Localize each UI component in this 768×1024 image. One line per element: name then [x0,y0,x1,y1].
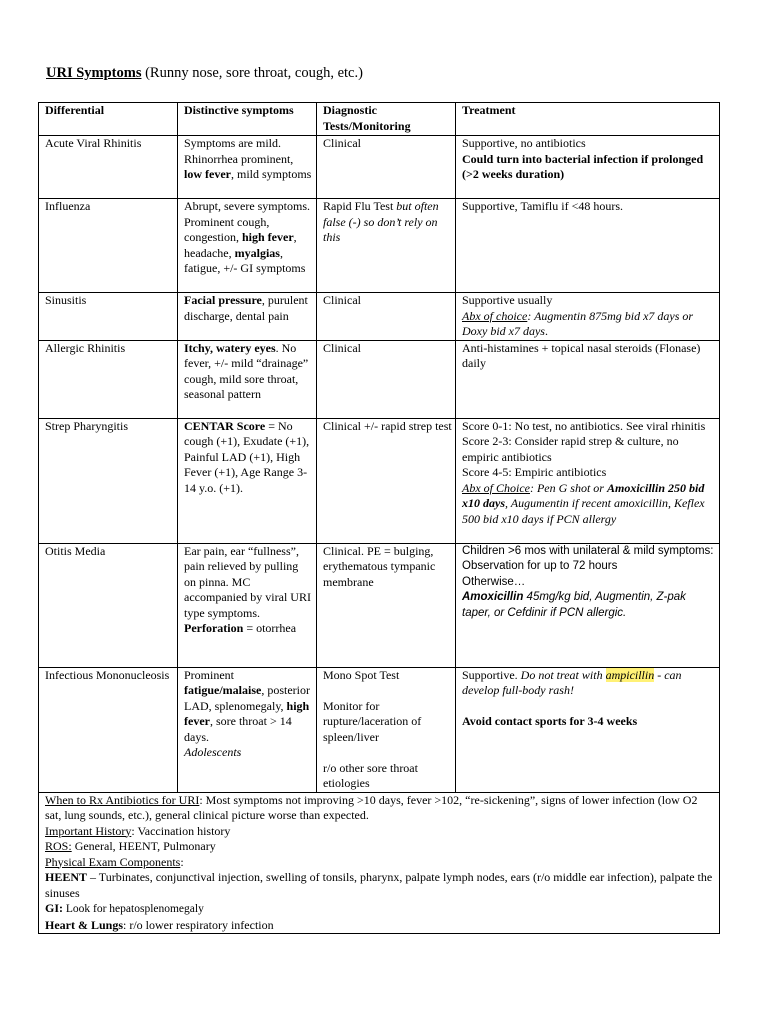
cell-symptoms [178,293,317,341]
header-diagnostic: Diagnostic Tests/Monitoring [317,103,456,136]
text-bold: high fever [184,698,310,728]
text: Prominent [184,667,234,682]
table-row [39,418,720,543]
header-symptoms: Distinctive symptoms [178,103,317,136]
text: , headache, [184,230,297,260]
cell-symptoms [178,418,317,543]
cell-differential: Sinusitis [39,293,178,341]
text-bold: Facial pressure [184,293,262,307]
table-row [39,136,720,199]
cell-treatment [456,293,720,341]
text-underline: Important History [45,823,132,838]
cell-symptoms [178,199,317,293]
text-bold: myalgias [234,245,280,260]
text-bold: Itchy, watery eyes [184,340,276,355]
footer-notes [39,792,720,934]
text-underline: ROS: [45,839,72,853]
text: Supportive, no antibiotics [462,136,586,150]
title-subtitle: (Runny nose, sore throat, cough, etc.) [141,65,363,81]
cell-diagnostic: Clinical [317,136,456,199]
text-bold: CENTAR Score [184,418,266,433]
cell-differential: Otitis Media [39,543,178,667]
text: Supportive usually [462,293,553,307]
header-differential: Differential [39,103,178,136]
cell-differential: Infectious Mononucleosis [39,667,178,792]
ros-note [45,839,716,855]
cell-treatment [456,543,720,667]
table-row [39,199,720,293]
cell-symptoms [178,667,317,792]
text: Otherwise… [462,575,526,588]
text: , purulent discharge, dental pain [184,293,308,323]
text-italic: 45mg/kg bid, Augmentin, Z-pak taper, or Cefdinir if PCN allergic. [462,591,686,619]
text: Supportive. [462,667,521,682]
text: Children >6 mos with unilateral & mild symptoms: Observation for up to 72 hours [462,544,714,572]
cell-differential: Acute Viral Rhinitis [39,136,178,199]
text-underline: Physical Exam Components [45,854,181,869]
text-italic: but often false (-) so don’t rely on this [323,199,439,244]
text-italic: Adolescents [184,745,242,759]
gi-note [45,901,716,918]
text: Look for hepatosplenomegaly [63,903,204,915]
text-italic: : Augmentin 875mg bid x7 days or Doxy bid x7 days [462,308,694,338]
text-underline: Abx of Choice [462,480,530,495]
table-row [39,340,720,418]
title-main: URI Symptoms [46,65,142,81]
history-note [45,824,716,840]
cell-differential: Allergic Rhinitis [39,340,178,418]
cell-differential: Influenza [39,199,178,293]
page-title [46,65,363,82]
text: Mono Spot Test [323,667,400,682]
heent-note [45,870,716,901]
cell-treatment [456,136,720,199]
table-row [39,293,720,341]
text: Ear pain, ear “fullness”, pain relieved by pulling on pinna. MC accompanied by viral URI type symptoms. [184,543,311,620]
cell-diagnostic: Clinical [317,340,456,418]
text-italic: , Augumentin if recent amoxicillin, Keflex 500 bid x10 days if PCN allergy [462,496,705,526]
table-row [39,543,720,667]
text-bold: Could turn into bacterial infection if prolonged (>2 weeks duration) [462,151,704,181]
text: : [180,854,184,869]
text-bold: HEENT [45,870,88,884]
text-bold: Amoxicillin [462,591,524,603]
text-italic: Do not treat with [520,667,606,682]
text-bold: Avoid contact sports for 3-4 weeks [462,714,638,728]
cell-treatment: Anti-histamines + topical nasal steroids (Flonase) daily [456,340,720,418]
text-italic: : Pen G shot or [529,480,607,495]
cell-symptoms [178,340,317,418]
text-underline: Abx of choice [462,308,528,323]
text-highlighted: ampicillin [605,667,655,682]
cell-diagnostic: Clinical [317,293,456,341]
text-bold: low fever [184,167,231,181]
text: Score 2-3: Consider rapid strep & culture, no empiric antibiotics [462,434,679,464]
text: Rapid Flu Test [323,199,397,213]
text: Abrupt, severe symptoms. Prominent cough, congestion, [184,199,310,244]
text: . No fever, +/- mild “drainage” cough, mild sore throat, seasonal pattern [184,340,309,401]
text: Score 4-5: Empiric antibiotics [462,465,607,479]
cell-diagnostic [317,667,456,792]
antibiotics-note [45,793,716,824]
cell-treatment: Supportive, Tamiflu if <48 hours. [456,199,720,293]
text: : Vaccination history [131,823,231,838]
text: = No cough (+1), Exudate (+1), Painful LAD (+1), High Fever (+1), Age Range 3-14 y.o. (+1). [184,418,310,495]
text-italic: - can develop full-body rash! [462,667,682,697]
header-treatment: Treatment [456,103,720,136]
cell-treatment [456,418,720,543]
text: Score 0-1: No test, no antibiotics. See viral rhinitis [462,418,706,433]
cell-symptoms [178,543,317,667]
cell-diagnostic: Clinical. PE = bulging, erythematous tympanic membrane [317,543,456,667]
cell-diagnostic: Clinical +/- rapid strep test [317,418,456,543]
exam-note [45,855,716,871]
text: Symptoms are mild. Rhinorrhea prominent, [184,136,294,166]
text-bold: high fever [242,230,294,244]
footer-row [39,792,720,934]
cell-diagnostic [317,199,456,293]
cell-treatment [456,667,720,792]
text: : Most symptoms not improving >10 days, fever >102, “re-sickening”, signs of lower infection (low O2 sat, lung sounds, etc.), general clinical picture worse than expected. [45,792,698,822]
text: – Turbinates, conjunctival injection, swelling of tonsils, pharynx, palpate lymph nodes, ears (r/o middle ear infection), palpate the sinuses [45,870,713,900]
text: General, HEENT, Pulmonary [71,839,216,853]
text: = otorrhea [243,621,297,635]
text-bold: Heart & Lungs [45,917,123,932]
cell-symptoms [178,136,317,199]
text: , fatigue, +/- GI symptoms [184,245,306,275]
uri-differential-table [38,102,720,934]
cell-differential: Strep Pharyngitis [39,418,178,543]
text: , mild symptoms [230,167,312,181]
text: r/o other sore throat etiologies [323,760,418,790]
text: Monitor for rupture/laceration of spleen/liver [323,698,422,744]
text-bold: fatigue/malaise [184,683,262,697]
text: : r/o lower respiratory infection [123,917,274,932]
text-bold: Amoxicillin 250 bid x10 days [462,480,705,510]
text: . [544,324,548,338]
text-bold: GI: [45,901,63,915]
heart-lungs-note [45,918,716,934]
text: , posterior LAD, splenomegaly, [184,683,310,713]
text-bold: Perforation [184,621,244,635]
text: , sore throat > 14 days. [184,714,292,744]
text-underline: When to Rx Antibiotics for URI [45,792,200,807]
table-header-row [39,103,720,136]
table-row [39,667,720,792]
